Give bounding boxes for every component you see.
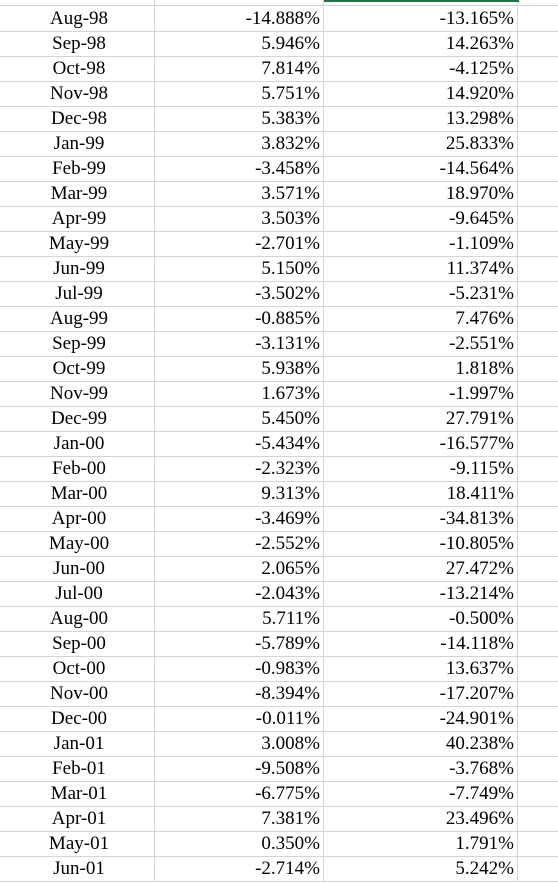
empty-cell[interactable] bbox=[518, 532, 558, 556]
empty-cell[interactable] bbox=[518, 382, 558, 406]
empty-cell[interactable] bbox=[518, 432, 558, 456]
table-row bbox=[0, 832, 558, 857]
date-cell[interactable]: Mar-00 bbox=[0, 482, 155, 506]
table-row bbox=[0, 182, 558, 207]
value-cell-b[interactable]: -17.207% bbox=[324, 682, 518, 706]
table-row bbox=[0, 307, 558, 332]
date-cell[interactable]: May-01 bbox=[0, 832, 155, 856]
value-cell-a[interactable]: -6.775% bbox=[155, 782, 324, 806]
empty-cell[interactable] bbox=[518, 307, 558, 331]
value-cell-b[interactable]: 40.238% bbox=[324, 732, 518, 756]
table-row bbox=[0, 257, 558, 282]
table-row bbox=[0, 7, 558, 32]
empty-cell[interactable] bbox=[518, 82, 558, 106]
date-cell[interactable]: Apr-00 bbox=[0, 507, 155, 531]
date-cell[interactable]: Sep-99 bbox=[0, 332, 155, 356]
date-cell[interactable]: Nov-00 bbox=[0, 682, 155, 706]
value-cell-b[interactable]: 13.298% bbox=[324, 107, 518, 131]
value-cell-b[interactable]: -7.749% bbox=[324, 782, 518, 806]
value-cell-a[interactable]: -3.469% bbox=[155, 507, 324, 531]
empty-cell[interactable] bbox=[518, 582, 558, 606]
empty-cell[interactable] bbox=[518, 707, 558, 731]
value-cell-a[interactable]: -0.011% bbox=[155, 707, 324, 731]
value-cell-a[interactable]: -2.043% bbox=[155, 582, 324, 606]
date-cell[interactable]: Feb-01 bbox=[0, 757, 155, 781]
table-row bbox=[0, 632, 558, 657]
date-cell[interactable]: Apr-99 bbox=[0, 207, 155, 231]
value-cell-b[interactable]: 14.263% bbox=[324, 32, 518, 56]
date-cell[interactable]: Jun-01 bbox=[0, 857, 155, 881]
table-row bbox=[0, 332, 558, 357]
date-cell[interactable]: May-99 bbox=[0, 232, 155, 256]
table-row bbox=[0, 132, 558, 157]
date-cell[interactable]: Apr-01 bbox=[0, 807, 155, 831]
table-row bbox=[0, 32, 558, 57]
date-cell[interactable]: Jun-99 bbox=[0, 257, 155, 281]
value-cell-a[interactable]: -9.508% bbox=[155, 757, 324, 781]
empty-cell[interactable] bbox=[518, 232, 558, 256]
table-row bbox=[0, 682, 558, 707]
empty-cell[interactable] bbox=[518, 332, 558, 356]
date-cell[interactable]: Dec-00 bbox=[0, 707, 155, 731]
gridline bbox=[154, 0, 155, 6]
date-cell[interactable]: Mar-99 bbox=[0, 182, 155, 206]
date-cell[interactable]: Feb-00 bbox=[0, 457, 155, 481]
date-cell[interactable]: Dec-98 bbox=[0, 107, 155, 131]
value-cell-b[interactable]: 18.970% bbox=[324, 182, 518, 206]
value-cell-b[interactable]: -4.125% bbox=[324, 57, 518, 81]
value-cell-b[interactable]: -34.813% bbox=[324, 507, 518, 531]
value-cell-b[interactable]: -24.901% bbox=[324, 707, 518, 731]
empty-cell[interactable] bbox=[518, 807, 558, 831]
table-row bbox=[0, 382, 558, 407]
value-cell-a[interactable]: 7.381% bbox=[155, 807, 324, 831]
date-cell[interactable]: Oct-99 bbox=[0, 357, 155, 381]
value-cell-b[interactable]: 14.920% bbox=[324, 82, 518, 106]
date-cell[interactable]: Mar-01 bbox=[0, 782, 155, 806]
empty-cell[interactable] bbox=[518, 457, 558, 481]
table-row bbox=[0, 557, 558, 582]
table-row bbox=[0, 207, 558, 232]
value-cell-b[interactable]: -1.997% bbox=[324, 382, 518, 406]
table-row bbox=[0, 582, 558, 607]
date-cell[interactable]: Oct-98 bbox=[0, 57, 155, 81]
empty-cell[interactable] bbox=[518, 682, 558, 706]
empty-cell[interactable] bbox=[518, 832, 558, 856]
value-cell-a[interactable]: -2.701% bbox=[155, 232, 324, 256]
date-cell[interactable]: Jul-00 bbox=[0, 582, 155, 606]
date-cell[interactable]: May-00 bbox=[0, 532, 155, 556]
value-cell-b[interactable]: -3.768% bbox=[324, 757, 518, 781]
value-cell-b[interactable]: -14.564% bbox=[324, 157, 518, 181]
value-cell-a[interactable]: -3.131% bbox=[155, 332, 324, 356]
table-row bbox=[0, 707, 558, 732]
value-cell-b[interactable]: 1.818% bbox=[324, 357, 518, 381]
value-cell-a[interactable]: -5.789% bbox=[155, 632, 324, 656]
value-cell-a[interactable]: -0.983% bbox=[155, 657, 324, 681]
value-cell-a[interactable]: 3.571% bbox=[155, 182, 324, 206]
empty-cell[interactable] bbox=[518, 757, 558, 781]
empty-cell[interactable] bbox=[518, 632, 558, 656]
empty-cell[interactable] bbox=[518, 557, 558, 581]
empty-cell[interactable] bbox=[518, 857, 558, 881]
value-cell-a[interactable]: 1.673% bbox=[155, 382, 324, 406]
table-row bbox=[0, 657, 558, 682]
value-cell-a[interactable]: -2.323% bbox=[155, 457, 324, 481]
value-cell-b[interactable]: 25.833% bbox=[324, 132, 518, 156]
table-row bbox=[0, 357, 558, 382]
table-row bbox=[0, 732, 558, 757]
value-cell-b[interactable]: 1.791% bbox=[324, 832, 518, 856]
value-cell-a[interactable]: 7.814% bbox=[155, 57, 324, 81]
date-cell[interactable]: Sep-00 bbox=[0, 632, 155, 656]
value-cell-b[interactable]: -2.551% bbox=[324, 332, 518, 356]
table-row bbox=[0, 157, 558, 182]
value-cell-b[interactable]: 11.374% bbox=[324, 257, 518, 281]
table-row bbox=[0, 407, 558, 432]
value-cell-b[interactable]: -0.500% bbox=[324, 607, 518, 631]
value-cell-b[interactable]: -10.805% bbox=[324, 532, 518, 556]
date-cell[interactable]: Aug-98 bbox=[0, 7, 155, 31]
value-cell-a[interactable]: -2.552% bbox=[155, 532, 324, 556]
empty-cell[interactable] bbox=[518, 607, 558, 631]
table-row bbox=[0, 857, 558, 882]
value-cell-b[interactable]: 5.242% bbox=[324, 857, 518, 881]
empty-cell[interactable] bbox=[518, 407, 558, 431]
empty-cell[interactable] bbox=[518, 657, 558, 681]
empty-cell[interactable] bbox=[518, 782, 558, 806]
table-row bbox=[0, 807, 558, 832]
empty-cell[interactable] bbox=[518, 482, 558, 506]
table-row bbox=[0, 507, 558, 532]
value-cell-b[interactable]: -9.645% bbox=[324, 207, 518, 231]
table-row bbox=[0, 82, 558, 107]
value-cell-b[interactable]: -13.214% bbox=[324, 582, 518, 606]
value-cell-a[interactable]: -8.394% bbox=[155, 682, 324, 706]
empty-cell[interactable] bbox=[518, 732, 558, 756]
date-cell[interactable]: Jun-00 bbox=[0, 557, 155, 581]
value-cell-a[interactable]: 5.946% bbox=[155, 32, 324, 56]
value-cell-a[interactable]: 5.938% bbox=[155, 357, 324, 381]
table-row bbox=[0, 482, 558, 507]
selected-cell-border bbox=[324, 0, 519, 2]
empty-cell[interactable] bbox=[518, 282, 558, 306]
table-row bbox=[0, 282, 558, 307]
empty-cell[interactable] bbox=[518, 357, 558, 381]
table-row bbox=[0, 457, 558, 482]
table-row bbox=[0, 432, 558, 457]
value-cell-b[interactable]: -1.109% bbox=[324, 232, 518, 256]
table-row bbox=[0, 57, 558, 82]
value-cell-a[interactable]: 5.711% bbox=[155, 607, 324, 631]
date-cell[interactable]: Nov-99 bbox=[0, 382, 155, 406]
value-cell-b[interactable]: 27.472% bbox=[324, 557, 518, 581]
date-cell[interactable]: Aug-99 bbox=[0, 307, 155, 331]
value-cell-a[interactable]: 5.150% bbox=[155, 257, 324, 281]
empty-cell[interactable] bbox=[518, 132, 558, 156]
value-cell-a[interactable]: 5.383% bbox=[155, 107, 324, 131]
date-cell[interactable]: Feb-99 bbox=[0, 157, 155, 181]
date-cell[interactable]: Aug-00 bbox=[0, 607, 155, 631]
value-cell-b[interactable]: -9.115% bbox=[324, 457, 518, 481]
value-cell-a[interactable]: -14.888% bbox=[155, 7, 324, 31]
date-cell[interactable]: Sep-98 bbox=[0, 32, 155, 56]
empty-cell[interactable] bbox=[518, 257, 558, 281]
empty-cell[interactable] bbox=[518, 157, 558, 181]
value-cell-b[interactable]: 27.791% bbox=[324, 407, 518, 431]
value-cell-a[interactable]: -3.502% bbox=[155, 282, 324, 306]
value-cell-a[interactable]: -0.885% bbox=[155, 307, 324, 331]
table-row bbox=[0, 107, 558, 132]
table-row bbox=[0, 532, 558, 557]
empty-cell[interactable] bbox=[518, 182, 558, 206]
empty-cell[interactable] bbox=[518, 57, 558, 81]
value-cell-a[interactable]: -5.434% bbox=[155, 432, 324, 456]
value-cell-a[interactable]: 2.065% bbox=[155, 557, 324, 581]
date-cell[interactable]: Oct-00 bbox=[0, 657, 155, 681]
date-cell[interactable]: Jan-01 bbox=[0, 732, 155, 756]
empty-cell[interactable] bbox=[518, 207, 558, 231]
value-cell-a[interactable]: 3.008% bbox=[155, 732, 324, 756]
value-cell-b[interactable]: -14.118% bbox=[324, 632, 518, 656]
table-row bbox=[0, 607, 558, 632]
empty-cell[interactable] bbox=[518, 107, 558, 131]
value-cell-a[interactable]: 5.751% bbox=[155, 82, 324, 106]
date-cell[interactable]: Jan-99 bbox=[0, 132, 155, 156]
value-cell-a[interactable]: 3.832% bbox=[155, 132, 324, 156]
date-cell[interactable]: Jan-00 bbox=[0, 432, 155, 456]
date-cell[interactable]: Dec-99 bbox=[0, 407, 155, 431]
empty-cell[interactable] bbox=[518, 32, 558, 56]
value-cell-b[interactable]: 23.496% bbox=[324, 807, 518, 831]
value-cell-a[interactable]: -2.714% bbox=[155, 857, 324, 881]
value-cell-a[interactable]: 3.503% bbox=[155, 207, 324, 231]
value-cell-a[interactable]: 0.350% bbox=[155, 832, 324, 856]
value-cell-b[interactable]: -13.165% bbox=[324, 7, 518, 31]
value-cell-a[interactable]: 5.450% bbox=[155, 407, 324, 431]
table-row bbox=[0, 757, 558, 782]
value-cell-b[interactable]: -16.577% bbox=[324, 432, 518, 456]
table-row bbox=[0, 782, 558, 807]
table-row bbox=[0, 232, 558, 257]
value-cell-b[interactable]: -5.231% bbox=[324, 282, 518, 306]
empty-cell[interactable] bbox=[518, 507, 558, 531]
date-cell[interactable]: Nov-98 bbox=[0, 82, 155, 106]
date-cell[interactable]: Jul-99 bbox=[0, 282, 155, 306]
value-cell-b[interactable]: 7.476% bbox=[324, 307, 518, 331]
value-cell-b[interactable]: 18.411% bbox=[324, 482, 518, 506]
value-cell-a[interactable]: -3.458% bbox=[155, 157, 324, 181]
value-cell-b[interactable]: 13.637% bbox=[324, 657, 518, 681]
value-cell-a[interactable]: 9.313% bbox=[155, 482, 324, 506]
empty-cell[interactable] bbox=[518, 7, 558, 31]
